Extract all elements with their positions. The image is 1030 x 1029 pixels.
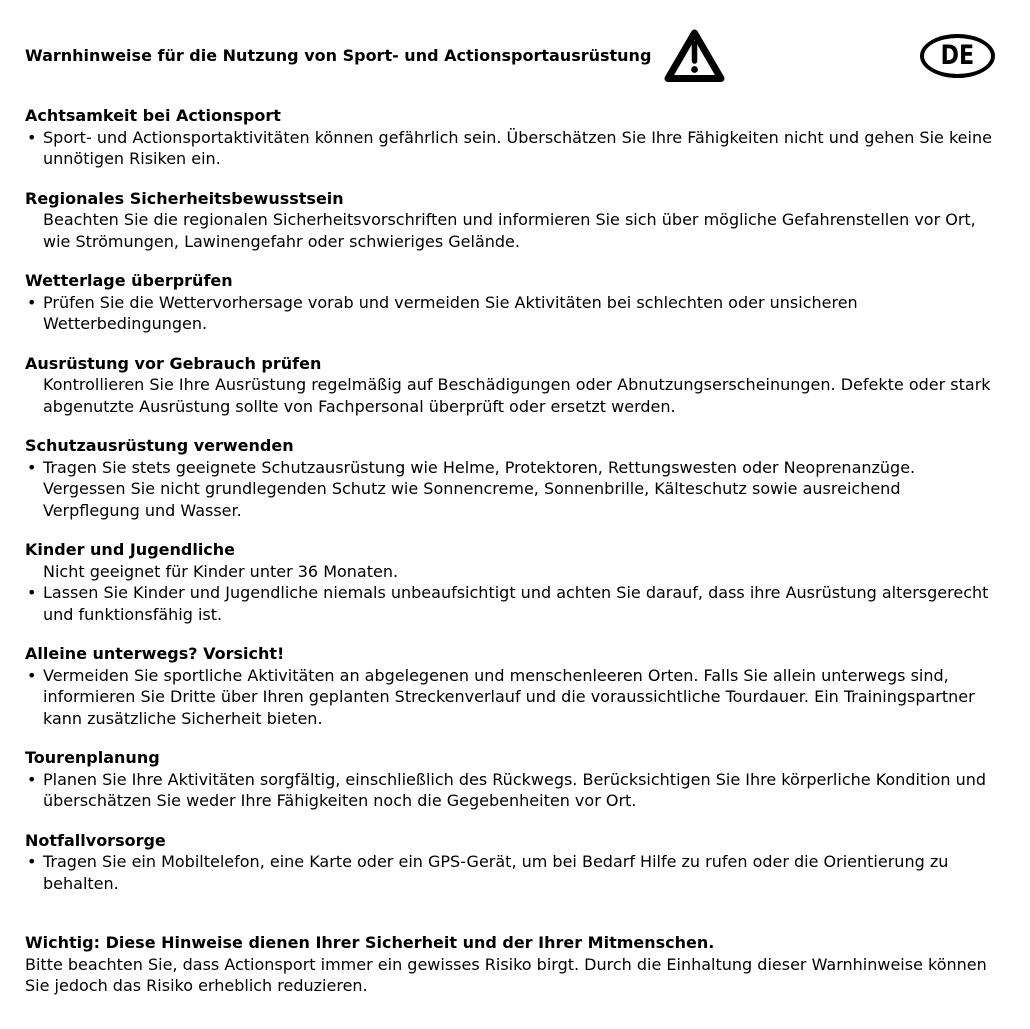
document-header [25, 27, 995, 84]
warning-section [25, 105, 995, 170]
warning-item [25, 769, 995, 812]
warning-item [25, 374, 995, 417]
item-text: Tragen Sie stets geeignete Schutzausrüstung wie Helme, Protektoren, Rettungswesten oder Neoprenanzüge. Vergessen Sie nicht grundlegenden Schutz wie Sonnencreme, Sonnenbrille, Kälteschutz sowie ausreichend Verpflegung und Wasser. [43, 457, 916, 520]
section-heading: Notfallvorsorge [25, 830, 166, 850]
section-heading: Ausrüstung vor Gebrauch prüfen [25, 353, 322, 373]
warning-triangle-icon [664, 29, 725, 83]
warning-section [25, 830, 995, 895]
warning-item [25, 665, 995, 730]
item-text: Sport- und Actionsportaktivitäten können gefährlich sein. Überschätzen Sie Ihre Fähigkeiten nicht und gehen Sie keine unnötigen Risiken ein. [43, 127, 992, 168]
bullet-icon: • [27, 852, 37, 871]
warning-item [25, 209, 995, 252]
warning-section [25, 435, 995, 521]
footer-body: Bitte beachten Sie, dass Actionsport immer ein gewisses Risiko birgt. Durch die Einhaltung dieser Warnhinweise können Sie jedoch das Risiko erheblich reduzieren. [25, 954, 987, 995]
item-text: Nicht geeignet für Kinder unter 36 Monaten. [43, 561, 399, 581]
item-text: Vermeiden Sie sportliche Aktivitäten an abgelegenen und menschenleeren Orten. Falls Sie allein unterwegs sind, informieren Sie Dritte über Ihren geplanten Streckenverlauf und die voraussichtliche Tourdauer. Ein Trainingspartner kann zusätzliche Sicherheit bieten. [43, 665, 975, 728]
bullet-icon: • [27, 457, 37, 477]
warning-item [25, 457, 995, 522]
item-text: Planen Sie Ihre Aktivitäten sorgfältig, einschließlich des Rückwegs. Berücksichtigen Sie Ihre körperliche Kondition und überschätzen Sie weder Ihre Fähigkeiten noch die Gegebenheiten vor Ort. [43, 769, 987, 810]
bullet-icon: • [27, 583, 37, 602]
warning-section [25, 747, 995, 812]
bullet-icon: • [27, 769, 37, 789]
page-title: Warnhinweise für die Nutzung von Sport- und Actionsportausrüstung [25, 45, 652, 65]
warning-item [25, 851, 995, 894]
section-heading: Wetterlage überprüfen [25, 271, 233, 290]
section-heading: Alleine unterwegs? Vorsicht! [25, 644, 285, 663]
warning-section [25, 539, 995, 625]
bullet-icon: • [27, 665, 37, 685]
document-footer [25, 932, 995, 997]
item-text: Beachten Sie die regionalen Sicherheitsvorschriften und informieren Sie sich über mögliche Gefahrenstellen vor Ort, wie Strömungen, Lawinengefahr oder schwieriges Gelände. [43, 210, 976, 251]
section-heading: Tourenplanung [25, 748, 160, 767]
sections [25, 105, 995, 894]
warning-item [25, 292, 995, 335]
warning-item [25, 127, 995, 170]
section-heading: Regionales Sicherheitsbewusstsein [25, 188, 344, 208]
de-language-badge [920, 34, 995, 78]
warning-section [25, 188, 995, 253]
warning-item [25, 561, 995, 583]
section-heading: Achtsamkeit bei Actionsport [25, 106, 281, 125]
bullet-icon: • [27, 127, 37, 147]
item-text: Tragen Sie ein Mobiltelefon, eine Karte oder ein GPS-Gerät, um bei Bedarf Hilfe zu rufen oder die Orientierung zu behalten. [43, 852, 949, 893]
warning-section [25, 643, 995, 729]
warning-section [25, 270, 995, 335]
bullet-icon: • [27, 292, 37, 312]
item-text: Kontrollieren Sie Ihre Ausrüstung regelmäßig auf Beschädigungen oder Abnutzungserscheinungen. Defekte oder stark abgenutzte Ausrüstung sollte von Fachpersonal überprüft oder ersetzt werden. [43, 375, 991, 416]
section-heading: Kinder und Jugendliche [25, 540, 236, 559]
item-text: Prüfen Sie die Wettervorhersage vorab und vermeiden Sie Aktivitäten bei schlechten oder unsicheren Wetterbedingungen. [43, 292, 858, 333]
item-text: Lassen Sie Kinder und Jugendliche niemals unbeaufsichtigt und achten Sie darauf, dass ihre Ausrüstung altersgerecht und funktionsfähig ist. [43, 583, 989, 624]
section-heading: Schutzausrüstung verwenden [25, 436, 294, 455]
footer-emphasis: Wichtig: Diese Hinweise dienen Ihrer Sicherheit und der Ihrer Mitmenschen. [25, 933, 715, 952]
warning-item [25, 582, 995, 625]
warning-section [25, 353, 995, 418]
de-language-badge-label: DE [940, 40, 975, 71]
